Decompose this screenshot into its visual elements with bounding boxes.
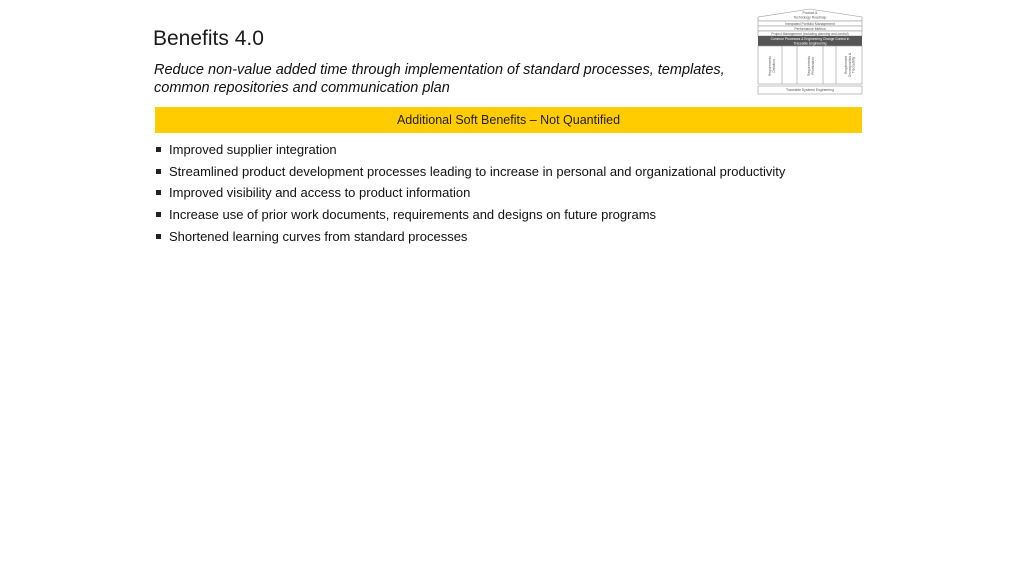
list-item-text: Improved visibility and access to product information bbox=[169, 185, 471, 201]
benefits-list bbox=[155, 139, 785, 247]
pillar-label: Requirement bbox=[844, 55, 848, 75]
roof-line-2: Technology Roadmap bbox=[793, 15, 827, 20]
bullet-square-icon bbox=[156, 212, 161, 217]
list-item bbox=[155, 225, 785, 247]
house-row-label: Performance Metrics bbox=[794, 26, 826, 31]
bullet-square-icon bbox=[156, 190, 161, 195]
pillar-label: Prioritization bbox=[810, 57, 815, 75]
page-subtitle: Reduce non-value added time through implementation of standard processes, templates, common repositories and communication plan bbox=[154, 62, 725, 96]
pillar-label: Traceability bbox=[851, 56, 856, 74]
dark-band-line-1: Common Processes & Engineering Change Control in bbox=[770, 37, 850, 41]
bullet-square-icon bbox=[156, 147, 161, 152]
house-row-label: Integrated Portfolio Management bbox=[785, 21, 835, 26]
page-title: Benefits 4.0 bbox=[153, 27, 264, 50]
process-house-diagram bbox=[757, 8, 863, 95]
list-item-text: Streamlined product development processes leading to increase in personal and organizational productivity bbox=[169, 163, 786, 179]
pillar-label: Definition bbox=[771, 59, 776, 73]
list-item bbox=[155, 204, 785, 226]
list-item-text: Shortened learning curves from standard processes bbox=[169, 228, 468, 244]
list-item bbox=[155, 161, 785, 183]
pillar-label: Requirements bbox=[768, 56, 772, 76]
pillar-requirements-prioritization bbox=[807, 56, 815, 76]
banner-label: Additional Soft Benefits – Not Quantified bbox=[396, 113, 621, 127]
house-diagram-svg bbox=[757, 8, 863, 95]
bullet-square-icon bbox=[156, 234, 161, 239]
foundation-label: Traceable Systems Engineering bbox=[786, 88, 834, 92]
list-item-text: Increase use of prior work documents, requirements and designs on future programs bbox=[169, 207, 657, 223]
dark-band-line-2: Traceable Engineering bbox=[793, 41, 827, 46]
list-item bbox=[155, 139, 785, 161]
bullet-square-icon bbox=[156, 169, 161, 174]
pillar-label: Decomposition & bbox=[847, 52, 852, 78]
house-row-label: Project Management (including planning and control) bbox=[771, 31, 849, 36]
soft-benefits-banner bbox=[155, 107, 862, 133]
list-item-text: Improved supplier integration bbox=[169, 142, 337, 158]
list-item bbox=[155, 182, 785, 204]
roof-line-1: Product & bbox=[802, 11, 818, 15]
pillar-label: Requirements bbox=[807, 56, 811, 76]
